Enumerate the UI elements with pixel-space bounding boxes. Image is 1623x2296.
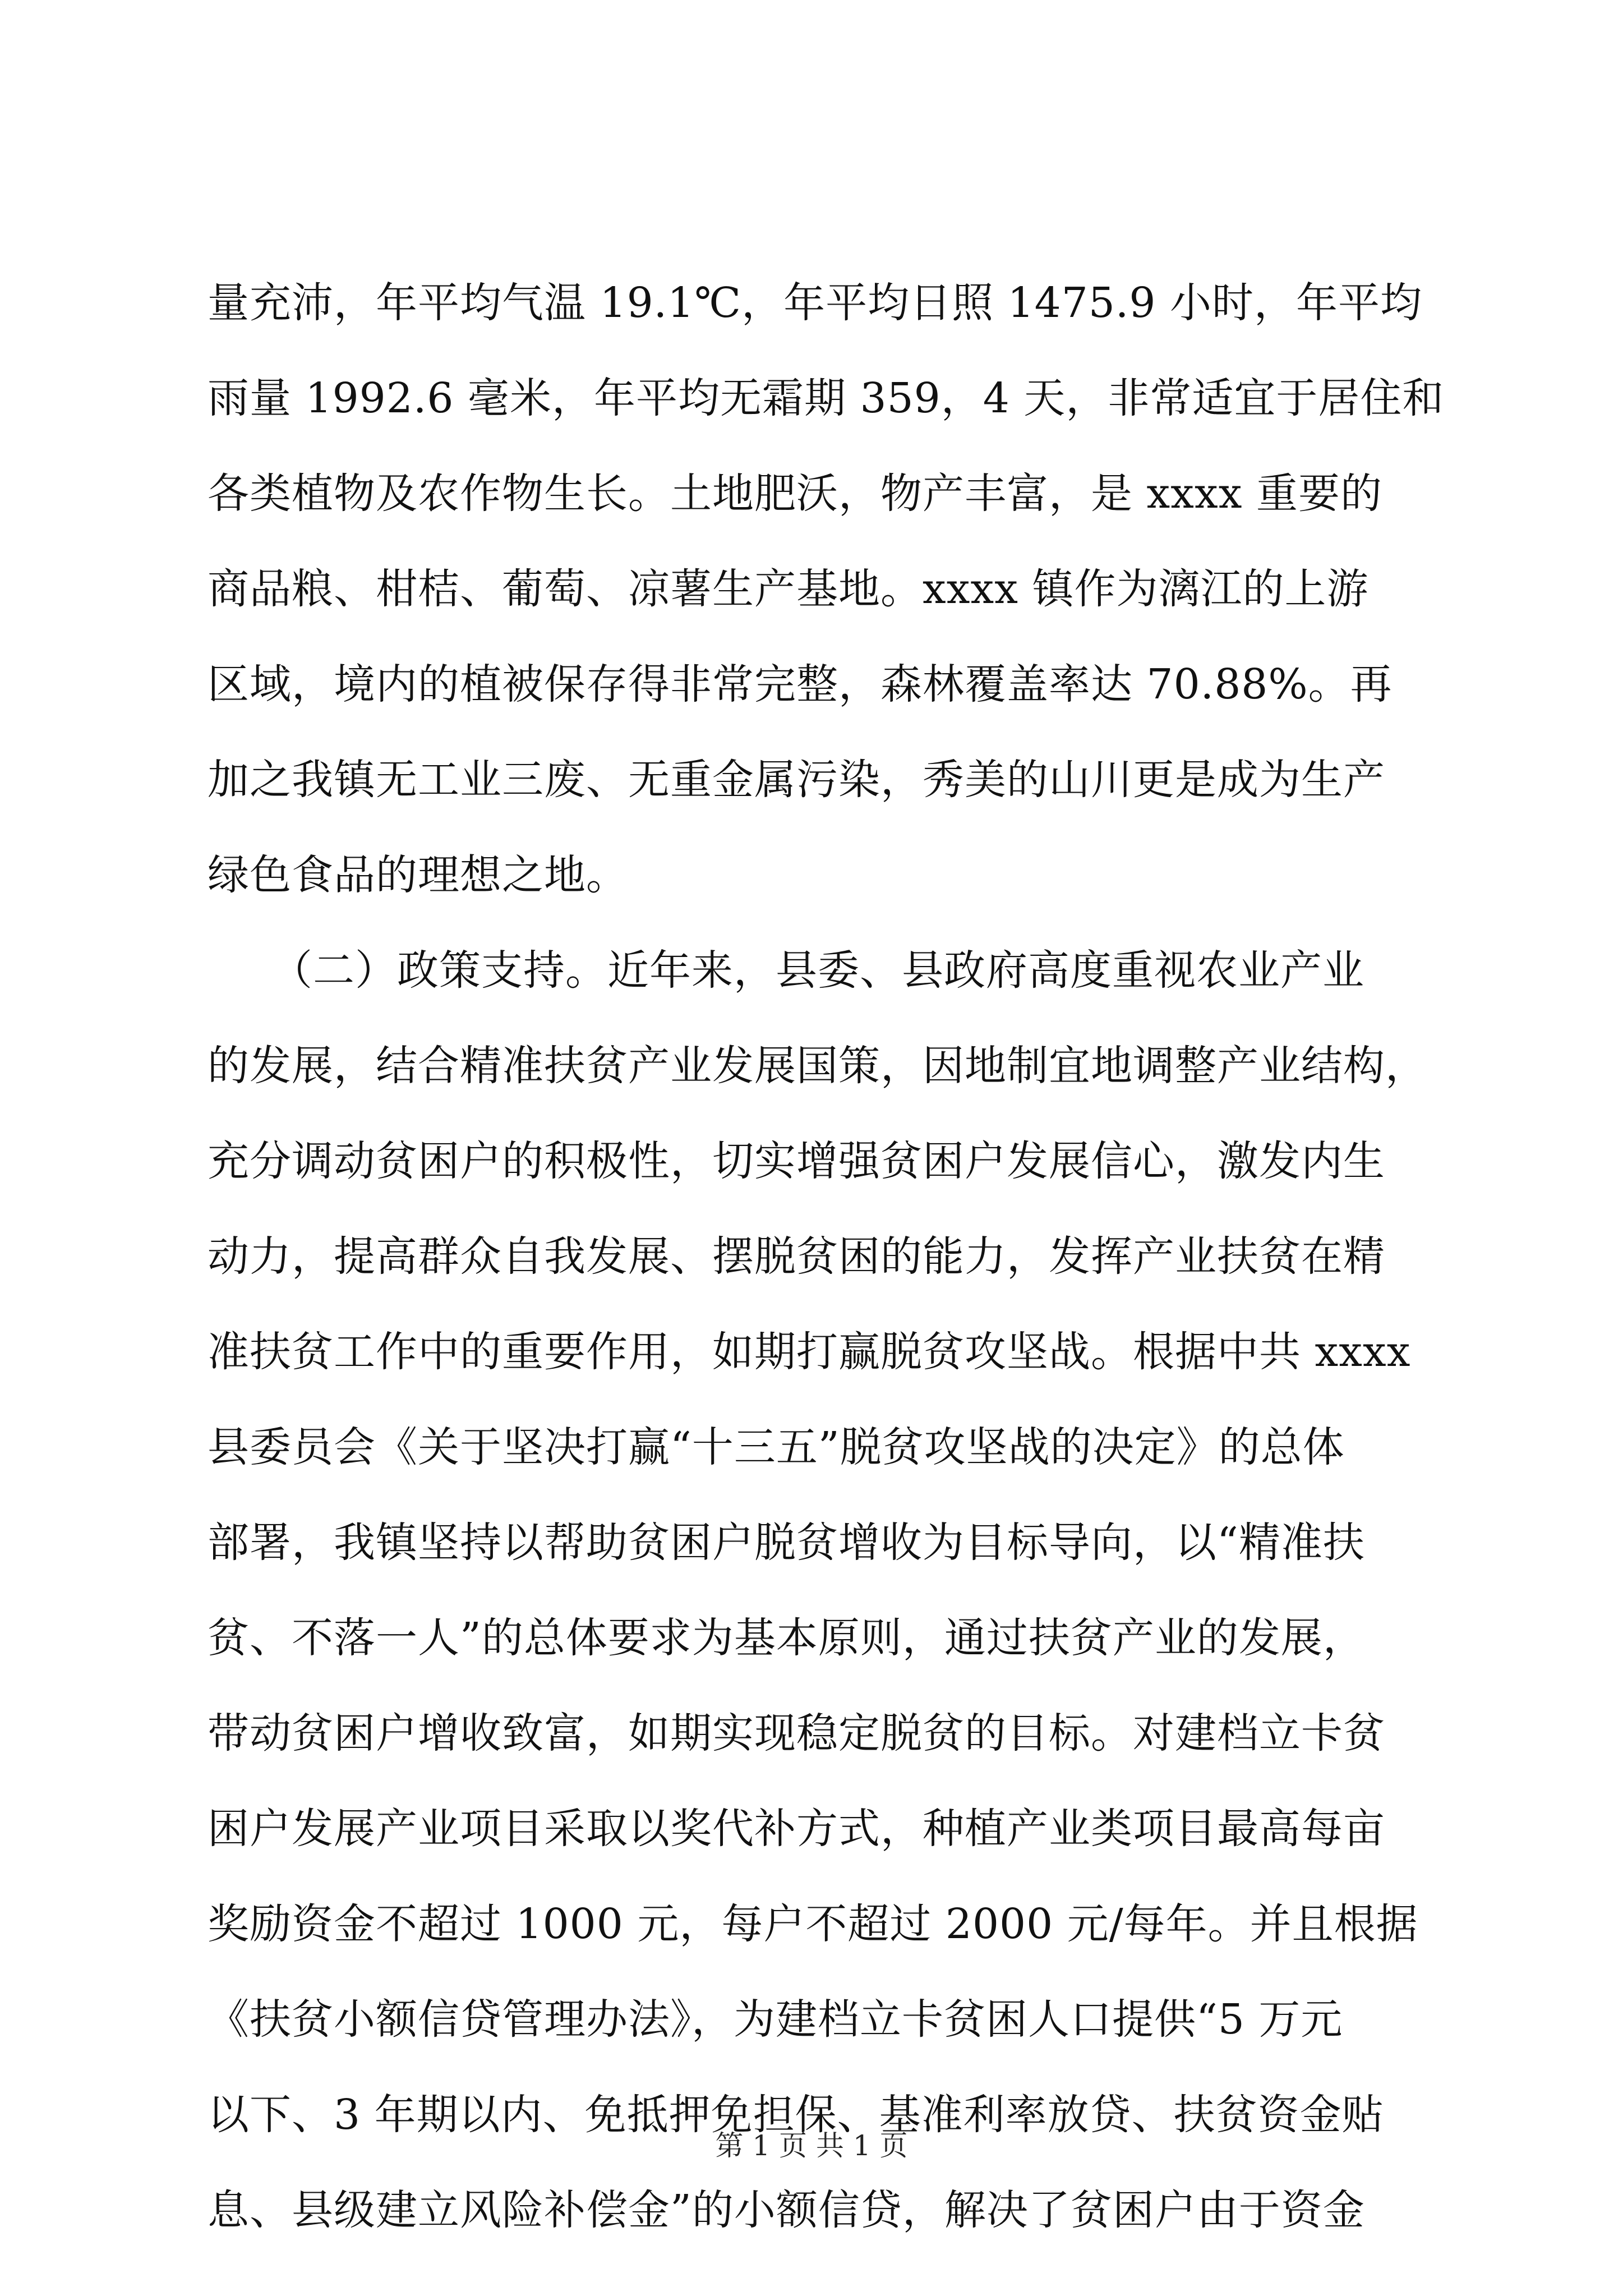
text-line: 绿色食品的理想之地。 [208, 851, 628, 899]
text-line: 充分调动贫困户的积极性，切实增强贫困户发展信心，激发内生 [208, 1137, 1385, 1185]
text-line: 贫、不落一人”的总体要求为基本原则，通过扶贫产业的发展， [208, 1614, 1365, 1662]
page-footer: 第 1 页 共 1 页 [715, 2129, 908, 2162]
text-line: 困户发展产业项目采取以奖代补方式，种植产业类项目最高每亩 [208, 1805, 1385, 1853]
body-text [208, 255, 1445, 2258]
text-line: 奖励资金不超过 1000 元，每户不超过 2000 元/每年。并且根据 [208, 1900, 1418, 1948]
text-line: 部署，我镇坚持以帮助贫困户脱贫增收为目标导向，以“精准扶 [208, 1519, 1365, 1567]
text-line: 带动贫困户增收致富，如期实现稳定脱贫的目标。对建档立卡贫 [208, 1709, 1385, 1757]
text-line: 各类植物及农作物生长。土地肥沃，物产丰富，是 xxxx 重要的 [208, 470, 1382, 518]
text-line: 区域，境内的植被保存得非常完整，森林覆盖率达 70.88%。再 [208, 660, 1393, 708]
text-line: 县委员会《关于坚决打赢“十三五”脱贫攻坚战的决定》的总体 [208, 1423, 1345, 1471]
text-line: 《扶贫小额信贷管理办法》，为建档立卡贫困人口提供“5 万元 [208, 1995, 1343, 2044]
text-line: 商品粮、柑桔、葡萄、凉薯生产基地。xxxx 镇作为漓江的上游 [208, 565, 1369, 613]
text-line: 息、县级建立风险补偿金”的小额信贷，解决了贫困户由于资金 [208, 2186, 1365, 2234]
text-line: 以下、3 年期以内、免抵押免担保、基准利率放贷、扶贫资金贴 [208, 2091, 1384, 2139]
text-line: 加之我镇无工业三废、无重金属污染，秀美的山川更是成为生产 [208, 756, 1385, 804]
text-line: 的发展，结合精准扶贫产业发展国策，因地制宜地调整产业结构， [208, 1042, 1427, 1090]
text-line: 雨量 1992.6 毫米，年平均无霜期 359，4 天，非常适宜于居住和 [208, 374, 1445, 422]
text-line: 准扶贫工作中的重要作用，如期打赢脱贫攻坚战。根据中共 xxxx [208, 1328, 1411, 1376]
text-line: 量充沛，年平均气温 19.1℃，年平均日照 1475.9 小时，年平均 [208, 279, 1423, 327]
text-line: 动力，提高群众自我发展、摆脱贫困的能力，发挥产业扶贫在精 [208, 1232, 1385, 1281]
text-line: （二）政策支持。近年来，县委、县政府高度重视农业产业 [208, 946, 1364, 995]
